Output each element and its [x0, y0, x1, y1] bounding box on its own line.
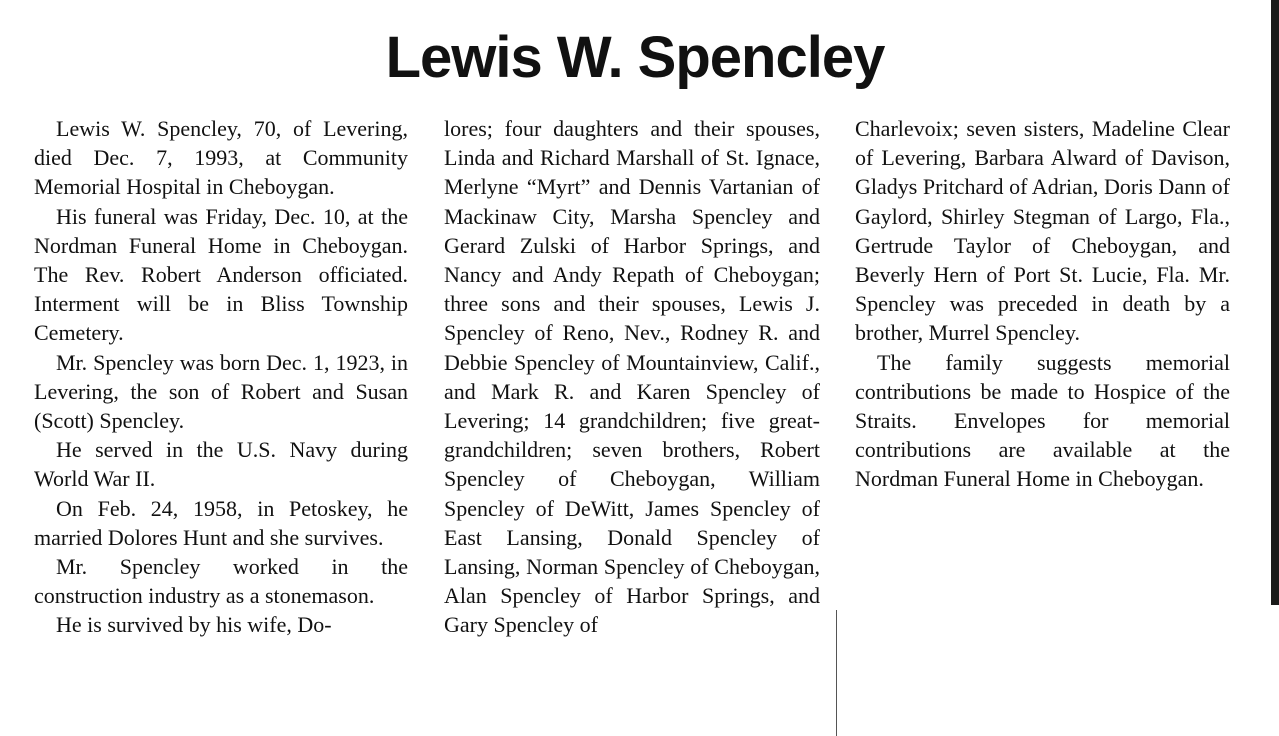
- paragraph-memorial-contributions: The family suggests memorial contributions be made to Hospice of the Straits. Envelopes for memorial contributions are available at the Nordman Funeral Home in Cheboygan.: [855, 349, 1230, 492]
- article-column-2: [444, 114, 820, 640]
- column-rule: [836, 610, 837, 736]
- article-column-3: [855, 114, 1230, 494]
- paragraph-survivors-start: He is survived by his wife, Do-: [56, 612, 332, 638]
- scan-edge-shadow: [1271, 0, 1279, 605]
- paragraph-survivors-end: Charlevoix; seven sisters, Madeline Clear of Levering, Barbara Alward of Davison, Gladys Pritchard of Adrian, Doris Dann of Gaylord, Shirley Stegman of Largo, Fla., Gertrude Taylor of Cheboygan, and Beverly Hern of Port St. Lucie, Fla. Mr. Spencley was preceded in death by a brother, Murrel Spencley.: [855, 116, 1230, 346]
- paragraph-survivors-continued: lores; four daughters and their spouses, Linda and Richard Marshall of St. Ignace, Merlyne “Myrt” and Dennis Vartanian of Mackinaw City, Marsha Spencley and Gerard Zulski of Harbor Springs, and Nancy and Andy Repath of Cheboygan; three sons and their spouses, Lewis J. Spencley of Reno, Nev., Rodney R. and Debbie Spencley of Mountainview, Calif., and Mark R. and Karen Spencley of Levering; 14 grandchildren; five great-grandchildren; seven brothers, Robert Spencley of Cheboygan, William Spencley of DeWitt, James Spencley of East Lansing, Donald Spencley of Lansing, Norman Spencley of Cheboygan, Alan Spencley of Harbor Springs, and Gary Spencley of: [444, 116, 820, 638]
- article-column-1: [34, 114, 408, 640]
- paragraph-marriage: On Feb. 24, 1958, in Petoskey, he married Dolores Hunt and she survives.: [34, 495, 408, 550]
- paragraph-birth: Mr. Spencley was born Dec. 1, 1923, in Levering, the son of Robert and Susan (Scott) Spencley.: [34, 349, 408, 434]
- obituary-headline: Lewis W. Spencley: [385, 25, 885, 90]
- paragraph-occupation: Mr. Spencley worked in the construction industry as a stonemason.: [34, 554, 408, 609]
- paragraph-death-notice: Lewis W. Spencley, 70, of Levering, died Dec. 7, 1993, at Community Memorial Hospital in Cheboygan.: [34, 116, 408, 200]
- paragraph-military-service: He served in the U.S. Navy during World War II.: [34, 437, 408, 492]
- paragraph-funeral: His funeral was Friday, Dec. 10, at the Nordman Funeral Home in Cheboygan. The Rev. Robert Anderson officiated. Interment will be in Bliss Township Cemetery.: [34, 203, 408, 346]
